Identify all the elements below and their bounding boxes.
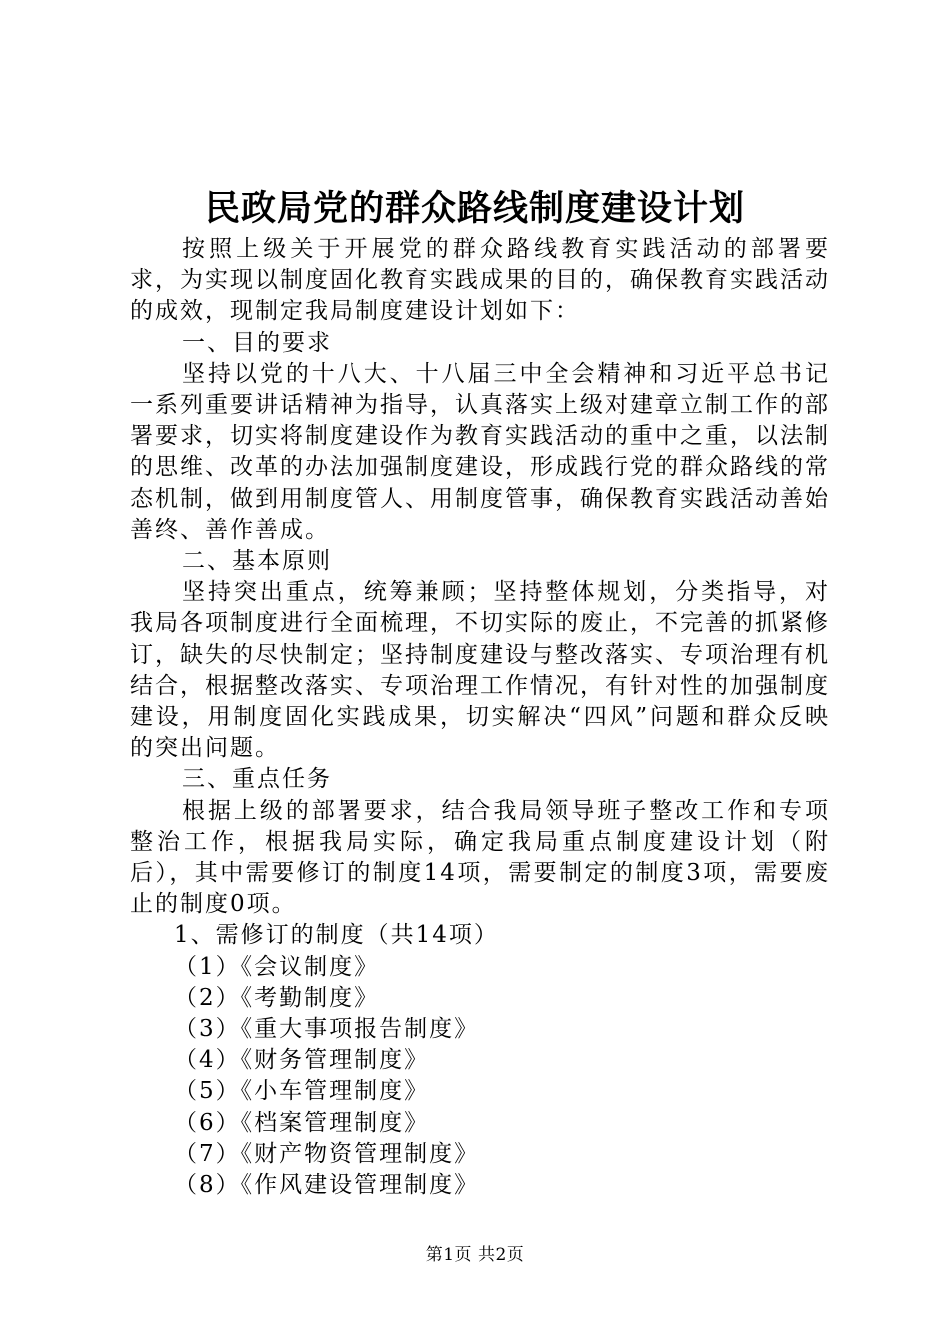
intro-paragraph: 按照上级关于开展党的群众路线教育实践活动的部署要求，为实现以制度固化教育实践成果的目的，确保教育实践活动的成效，现制定我局制度建设计划如下： bbox=[130, 236, 830, 325]
list-item: （2）《考勤制度》 bbox=[174, 984, 380, 1011]
section-text-principles: 坚持突出重点，统筹兼顾；坚持整体规划，分类指导，对我局各项制度进行全面梳理，不切实际的废止，不完善的抓紧修订，缺失的尽快制定；坚持制度建设与整改落实、专项治理有机结合，根据整改落实、专项治理工作情况，有针对性的加强制度建设，用制度固化实践成果，切实解决“四风”问题和群众反映的突出问题。 bbox=[130, 579, 830, 762]
list-item: （1）《会议制度》 bbox=[174, 953, 380, 980]
page-number-footer: 第1页 共2页 bbox=[425, 1245, 525, 1265]
revision-list-heading: 1、需修订的制度（共14项） bbox=[174, 922, 499, 949]
section-heading-tasks: 三、重点任务 bbox=[182, 766, 332, 793]
section-heading-principles: 二、基本原则 bbox=[182, 548, 332, 575]
section-heading-purpose: 一、目的要求 bbox=[182, 329, 332, 356]
list-item: （4）《财务管理制度》 bbox=[174, 1047, 430, 1074]
list-item: （7）《财产物资管理制度》 bbox=[174, 1140, 480, 1167]
document-body bbox=[130, 234, 830, 1201]
list-item: （3）《重大事项报告制度》 bbox=[174, 1016, 480, 1043]
list-item: （6）《档案管理制度》 bbox=[174, 1109, 430, 1136]
list-item: （8）《作风建设管理制度》 bbox=[174, 1172, 480, 1199]
section-text-purpose: 坚持以党的十八大、十八届三中全会精神和习近平总书记一系列重要讲话精神为指导，认真落实上级对建章立制工作的部署要求，切实将制度建设作为教育实践活动的重中之重，以法制的思维、改革的办法加强制度建设，形成践行党的群众路线的常态机制，做到用制度管人、用制度管事，确保教育实践活动善始善终、善作善成。 bbox=[130, 360, 830, 543]
list-item: （5）《小车管理制度》 bbox=[174, 1078, 430, 1105]
section-text-tasks: 根据上级的部署要求，结合我局领导班子整改工作和专项整治工作，根据我局实际，确定我局重点制度建设计划（附后），其中需要修订的制度14项，需要制定的制度3项，需要废止的制度0项。 bbox=[130, 797, 830, 918]
revision-list bbox=[130, 952, 830, 1202]
document-title: 民政局党的群众路线制度建设计划 bbox=[204, 189, 745, 229]
